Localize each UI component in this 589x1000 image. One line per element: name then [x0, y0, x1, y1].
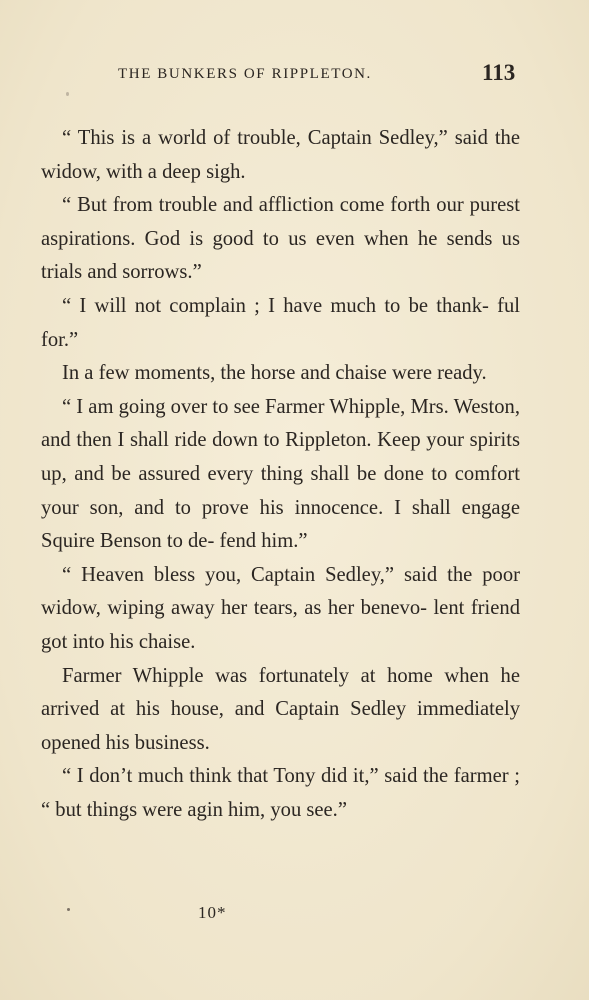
ink-speck: [67, 908, 70, 911]
paragraph: “ But from trouble and affliction come forth our purest aspirations. God is good to us even when he sends us trials and sorrows.”: [41, 194, 520, 284]
paragraph: “ This is a world of trouble, Captain Sedley,” said the widow, with a deep sigh.: [41, 127, 520, 183]
paragraph: “ Heaven bless you, Captain Sedley,” said the poor widow, wiping away her tears, as her benevo- lent friend got into his chaise.: [41, 563, 520, 653]
paragraph: “ I will not complain ; I have much to be thank- ful for.”: [41, 294, 520, 351]
signature-mark: 10*: [198, 903, 227, 922]
body-text: [41, 122, 520, 827]
paragraph: In a few moments, the horse and chaise were ready.: [62, 362, 487, 385]
paragraph: Farmer Whipple was fortunately at home when he arrived at his house, and Captain Sedley immediately opened his business.: [41, 664, 520, 754]
paragraph: “ I am going over to see Farmer Whipple, Mrs. Weston, and then I shall ride down to Rippleton. Keep your spirits up, and be assured every thing shall be done to comfort your son, and to prove his innocence. I shall engage Squire Benson to de- fend him.”: [41, 395, 520, 553]
running-head: THE BUNKERS OF RIPPLETON.: [118, 66, 372, 82]
paragraph: “ I don’t much think that Tony did it,” said the farmer ; “ but things were agin him, you see.”: [41, 765, 520, 821]
page-number: 113: [482, 60, 516, 85]
ink-speck: [66, 92, 69, 96]
